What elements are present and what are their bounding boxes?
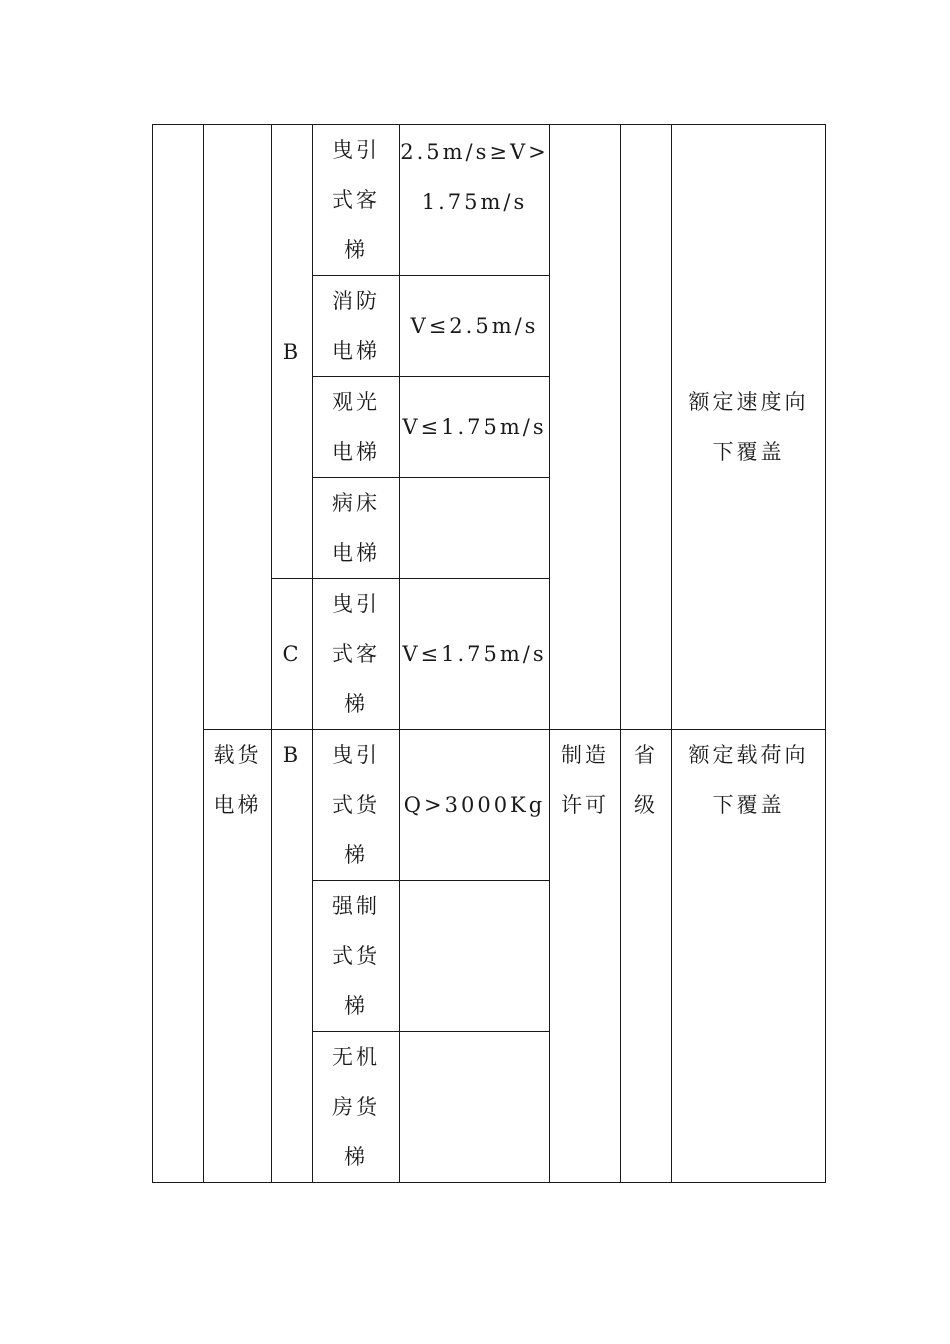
approval-level-label: 省 级: [634, 743, 658, 817]
grade-cell-c: [272, 579, 313, 730]
load-limit-label: Q>3000Kg: [403, 793, 546, 817]
type-traction-passenger-label: 曳引 式客 梯: [332, 592, 380, 716]
type-traction-freight-label: 曳引 式货 梯: [332, 743, 380, 867]
passenger-category-cell: [204, 125, 272, 730]
param-cell: [400, 478, 550, 579]
speed-limit-label: V≤2.5m/s: [410, 314, 539, 338]
param-cell: [400, 881, 550, 1032]
type-cell: [313, 730, 400, 881]
scope-note-speed: 额定速度向 下覆盖: [688, 390, 809, 464]
grade-c-label: C: [282, 642, 302, 666]
type-cell: [313, 276, 400, 377]
freight-category-cell: [204, 730, 272, 1183]
approval-level-cell-passenger: [621, 125, 672, 730]
type-cell: [313, 1032, 400, 1183]
grade-cell-b: [272, 125, 313, 579]
table-row: [153, 125, 826, 276]
type-forced-freight-label: 强制 式货 梯: [332, 894, 380, 1018]
speed-range-label: 2.5m/s≥V> 1.75m/s: [400, 140, 549, 214]
param-cell: [400, 730, 550, 881]
approval-level-cell-freight: [621, 730, 672, 1183]
param-cell: [400, 1032, 550, 1183]
table-row: [153, 730, 826, 881]
scope-note-cell-freight: [672, 730, 826, 1183]
type-fire-elevator-label: 消防 电梯: [332, 289, 380, 363]
type-cell: [313, 125, 400, 276]
type-sightseeing-elevator-label: 观光 电梯: [332, 390, 380, 464]
speed-limit-label: V≤1.75m/s: [402, 642, 547, 666]
type-cell: [313, 579, 400, 730]
license-type-cell-passenger: [550, 125, 621, 730]
param-cell: [400, 125, 550, 276]
type-hospital-bed-elevator-label: 病床 电梯: [332, 491, 380, 565]
freight-category-label: 载货 电梯: [213, 743, 262, 817]
type-cell: [313, 881, 400, 1032]
type-mrl-freight-label: 无机 房货 梯: [332, 1045, 380, 1169]
scope-note-cell-passenger: [672, 125, 826, 730]
scope-note-load: 额定载荷向 下覆盖: [688, 743, 809, 817]
elevator-license-table: [152, 124, 826, 1183]
type-cell: [313, 478, 400, 579]
type-traction-passenger-label: 曳引 式客 梯: [332, 138, 380, 262]
category-column-blank: [153, 125, 204, 1183]
grade-cell-freight: [272, 730, 313, 1183]
param-cell: [400, 276, 550, 377]
speed-limit-label: V≤1.75m/s: [402, 415, 547, 439]
param-cell: [400, 579, 550, 730]
type-cell: [313, 377, 400, 478]
grade-b-label: B: [282, 339, 302, 364]
license-type-cell-freight: [550, 730, 621, 1183]
grade-freight-label: B: [282, 743, 302, 767]
license-type-label: 制造 许可: [561, 743, 609, 817]
param-cell: [400, 377, 550, 478]
